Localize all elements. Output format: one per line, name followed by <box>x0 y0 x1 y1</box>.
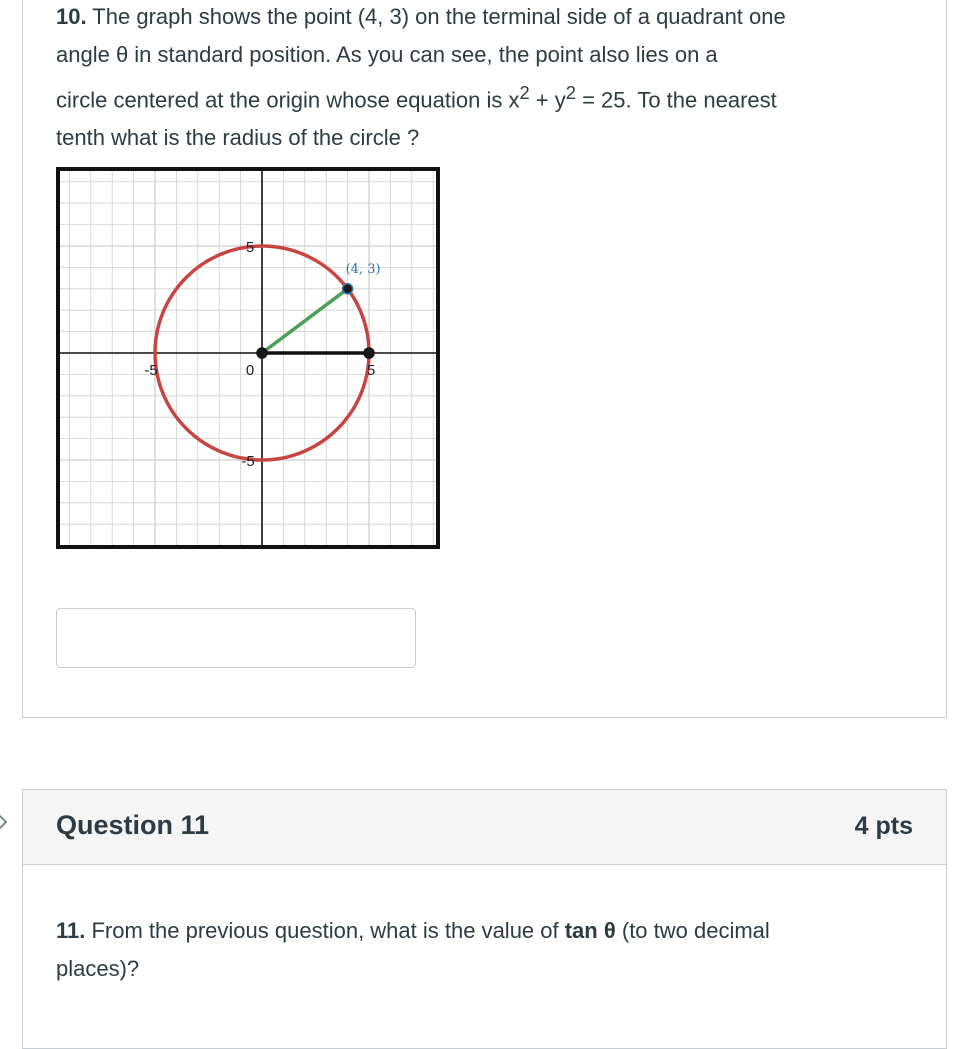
question-text-end: (to two decimal <box>615 918 770 943</box>
grid <box>60 171 436 545</box>
question-number: 10. <box>56 4 87 29</box>
question-11-card <box>22 789 947 1049</box>
answer-input[interactable] <box>56 608 416 668</box>
superscript: 2 <box>565 82 576 103</box>
tick-label-x-left: -5 <box>144 362 158 379</box>
question-10-text <box>56 0 926 157</box>
question-11-text <box>56 912 926 988</box>
question-text-line-4: tenth what is the radius of the circle ? <box>56 125 420 151</box>
question-text-line-3-end: = 25. To the nearest <box>575 87 777 113</box>
superscript: 2 <box>519 82 530 103</box>
question-number: 11. <box>56 918 86 943</box>
question-text-line-2: places)? <box>56 956 140 981</box>
tick-label-x-right: 5 <box>366 362 376 379</box>
question-text-plus: + y <box>529 87 566 113</box>
unit-circle-graph <box>56 167 440 549</box>
data-point <box>364 348 374 358</box>
chevron-right-icon[interactable] <box>0 812 10 832</box>
tick-label-y-bottom: -5 <box>241 453 255 470</box>
question-text-line-2: angle θ in standard position. As you can see, the point also lies on a <box>56 42 718 67</box>
question-text-line-3: circle centered at the origin whose equation is x <box>56 87 520 113</box>
data-point <box>343 284 353 294</box>
question-text: From the previous question, what is the value of <box>85 918 565 943</box>
question-header <box>23 790 946 865</box>
tick-label-y-top: 5 <box>245 239 255 256</box>
question-title: Question 11 <box>56 810 210 840</box>
point-label: (4, 3) <box>345 261 381 277</box>
tick-label-origin: 0 <box>245 362 255 379</box>
graph-border <box>58 169 438 547</box>
question-text-line-1: The graph shows the point (4, 3) on the terminal side of a quadrant one <box>86 4 786 29</box>
question-bold-term: tan θ <box>564 918 616 943</box>
data-point <box>257 348 267 358</box>
question-points: 4 pts <box>854 812 913 840</box>
axes <box>60 171 436 545</box>
question-10-card <box>22 0 947 718</box>
graph-svg <box>56 167 440 549</box>
